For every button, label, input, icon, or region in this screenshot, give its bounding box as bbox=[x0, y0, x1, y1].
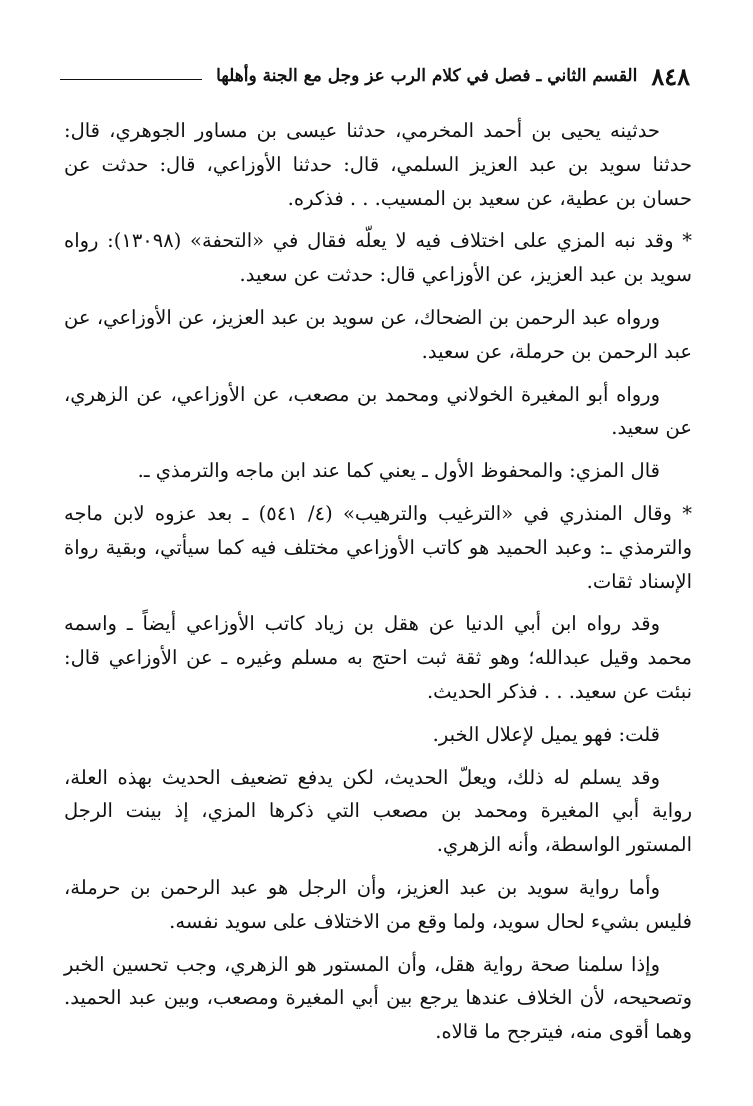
paragraph: قال المزي: والمحفوظ الأول ـ يعني كما عند ابن ماجه والترمذي ـ. bbox=[137, 459, 660, 483]
paragraph: وقد رواه ابن أبي الدنيا عن هقل بن زياد كاتب الأوزاعي أيضاً ـ واسمه محمد وقيل عبدالله؛ وهو ثقة ثبت احتج به مسلم وغيره ـ عن الأوزاعي قال: نبئت عن سعيد. . . فذكر الحديث. bbox=[64, 612, 692, 703]
header-rule bbox=[60, 79, 202, 80]
paragraph: وأما رواية سويد بن عبد العزيز، وأن الرجل هو عبد الرحمن بن حرملة، فليس بشيء لحال سويد، ولما وقع من الاختلاف على سويد نفسه. bbox=[64, 875, 692, 933]
paragraph: * وقد نبه المزي على اختلاف فيه لا يعلّه فقال في «التحفة» (١٣٠٩٨): رواه سويد بن عبد العزيز، عن الأوزاعي قال: حدثت عن سعيد. bbox=[64, 229, 692, 287]
page-header bbox=[60, 56, 690, 96]
paragraph: * وقال المنذري في «الترغيب والترهيب» (٤/ ٥٤١) ـ بعد عزوه لابن ماجه والترمذي ـ: وعبد الحميد هو كاتب الأوزاعي مختلف فيه كما سيأتي، وبقية رواة الإسناد ثقات. bbox=[64, 501, 692, 593]
paragraph: قلت: فهو يميل لإعلال الخبر. bbox=[432, 722, 660, 746]
paragraph: وقد يسلم له ذلك، ويعلّ الحديث، لكن يدفع تضعيف الحديث بهذه العلة، رواية أبي المغيرة ومحمد بن مصعب التي ذكرها المزي، إذ بينت الرجل المستور الواسطة، وأنه الزهري. bbox=[64, 765, 692, 857]
paragraph: ورواه عبد الرحمن بن الضحاك، عن سويد بن عبد العزيز، عن الأوزاعي، عن عبد الرحمن بن حرملة، عن سعيد. bbox=[64, 305, 692, 363]
paragraph: وإذا سلمنا صحة رواية هقل، وأن المستور هو الزهري، وجب تحسين الخبر وتصحيحه، لأن الخلاف عندها يرجع بين أبي المغيرة ومصعب، وبين عبد الحميد. وهما أقوى منه، فيترجح ما قالاه. bbox=[64, 952, 692, 1044]
paragraph: حدثينه يحيى بن أحمد المخرمي، حدثنا عيسى بن مساور الجوهري، قال: حدثنا سويد بن عبد العزيز السلمي، قال: حدثنا الأوزاعي، قال: حدثت عن حسان بن عطية، عن سعيد بن المسيب. . . فذكره. bbox=[64, 119, 692, 210]
running-title: القسم الثاني ـ فصل في كلام الرب عز وجل مع الجنة وأهلها bbox=[216, 66, 638, 86]
paragraph: ورواه أبو المغيرة الخولاني ومحمد بن مصعب، عن الأوزاعي، عن الزهري، عن سعيد. bbox=[64, 382, 692, 440]
body-text bbox=[64, 114, 692, 1058]
page-number: ٨٤٨ bbox=[651, 61, 690, 91]
